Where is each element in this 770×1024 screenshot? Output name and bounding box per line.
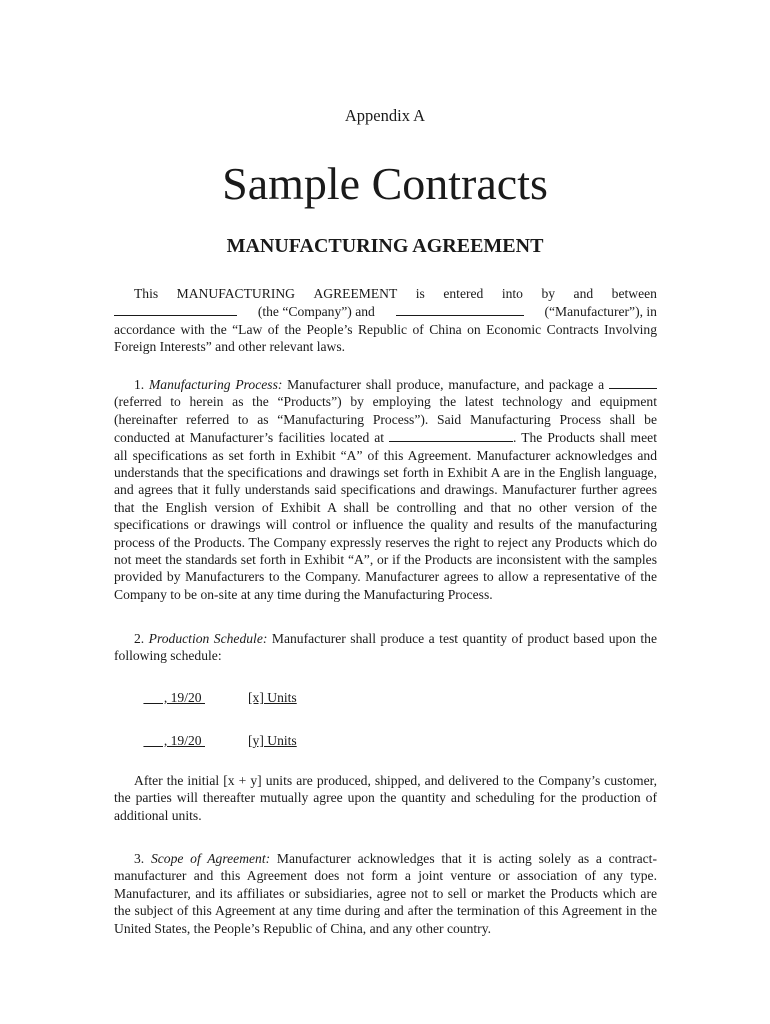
- intro-word: MANUFACTURING: [176, 286, 295, 301]
- section-2-after-paragraph: After the initial [x + y] units are produced, shipped, and delivered to the Company’s customer, the parties will thereafter mutually agree upon the quantity and scheduling for the production of additional units.: [114, 773, 657, 823]
- section-1-text-c: . The Products shall meet all specifications as set forth in Exhibit “A” of this Agreement. Manufacturer acknowledges and understands that the specifications and drawings set forth in Exhibit A are in the English language, and agrees that it fully understands said specifications and drawings. Manufacturer further agrees that the English version of Exhibit A shall be controlling and that no other version of the specifications or drawings will control or influence the quality and results of the manufacturing process of the Products. The Company expressly reserves the right to reject any Products which do not meet the standards set forth in Exhibit “A”, or if the Products are inconsistent with the samples provided by Manufacturers to the Company. Manufacturer agrees to allow a representative of the Company to be on-site at any time during the Manufacturing Process.: [114, 430, 657, 602]
- section-3-text: Manufacturer acknowledges that it is acting solely as a contract-manufacturer and this Agreement does not form a joint venture or association of any type. Manufacturer, and its affiliates or subsidiaries, agree not to sell or market the Products which are the subject of this Agreement at any time during and after the termination of this Agreement in the United States, the People’s Republic of China, and any other country.: [114, 851, 657, 936]
- section-1-heading: Manufacturing Process:: [148, 377, 283, 392]
- intro-word: and: [573, 286, 594, 301]
- schedule-date[interactable]: , 19/20: [143, 690, 205, 705]
- section-1-paragraph: [114, 375, 657, 603]
- page-title: Sample Contracts: [222, 158, 548, 209]
- section-3-paragraph: [114, 850, 657, 937]
- agreement-title: MANUFACTURING AGREEMENT: [226, 235, 544, 257]
- section-1-number: 1.: [134, 377, 145, 392]
- company-name-blank[interactable]: [114, 302, 237, 316]
- intro-word: into: [501, 286, 523, 301]
- company-text: (the “Company”) and: [257, 304, 375, 320]
- section-1-text-b: (referred to herein as the “Products”) by employing the latest technology and equipment (hereinafter referred to as “Manufacturing Process”). Said Manufacturing Process shall be conducted at Manufacturer’s facilities located at: [114, 394, 657, 446]
- section-2-after: [114, 772, 657, 824]
- intro-first-line: [114, 285, 657, 302]
- appendix-label: Appendix A: [344, 106, 426, 125]
- section-2-paragraph: [114, 630, 657, 665]
- section-2-number: 2.: [134, 631, 145, 646]
- intro-word: by: [541, 286, 556, 301]
- section-2-heading: Production Schedule:: [148, 631, 268, 646]
- section-3-heading: Scope of Agreement:: [150, 851, 271, 866]
- schedule-row: [117, 690, 297, 706]
- intro-paragraph: [114, 285, 657, 356]
- intro-second-line: [114, 302, 657, 320]
- schedule-row: [117, 733, 297, 749]
- section-scope-of-agreement: [114, 850, 657, 937]
- intro-word: This: [134, 286, 159, 301]
- section-2-text: Manufacturer shall produce a test quantity of product based upon the following schedule:: [114, 631, 657, 664]
- intro-word: is: [415, 286, 425, 301]
- section-3-number: 3.: [134, 851, 145, 866]
- facility-location-blank[interactable]: [389, 428, 513, 442]
- intro-rest: accordance with the “Law of the People’s Republic of China on Economic Contracts Involving Foreign Interests” and other relevant laws.: [114, 321, 657, 355]
- manufacturer-name-blank[interactable]: [396, 302, 524, 316]
- section-manufacturing-process: [114, 375, 657, 603]
- section-1-text-a: Manufacturer shall produce, manufacture, and package a: [287, 377, 605, 392]
- intro-word: AGREEMENT: [313, 286, 398, 301]
- intro-word: entered: [443, 286, 484, 301]
- section-production-schedule: [114, 630, 657, 665]
- schedule-date[interactable]: , 19/20: [143, 733, 205, 748]
- schedule-units: [y] Units: [248, 733, 297, 748]
- manufacturer-text: (“Manufacturer”), in: [544, 304, 657, 320]
- schedule-units: [x] Units: [248, 690, 297, 705]
- product-blank[interactable]: [609, 375, 657, 389]
- intro-word: between: [611, 286, 657, 301]
